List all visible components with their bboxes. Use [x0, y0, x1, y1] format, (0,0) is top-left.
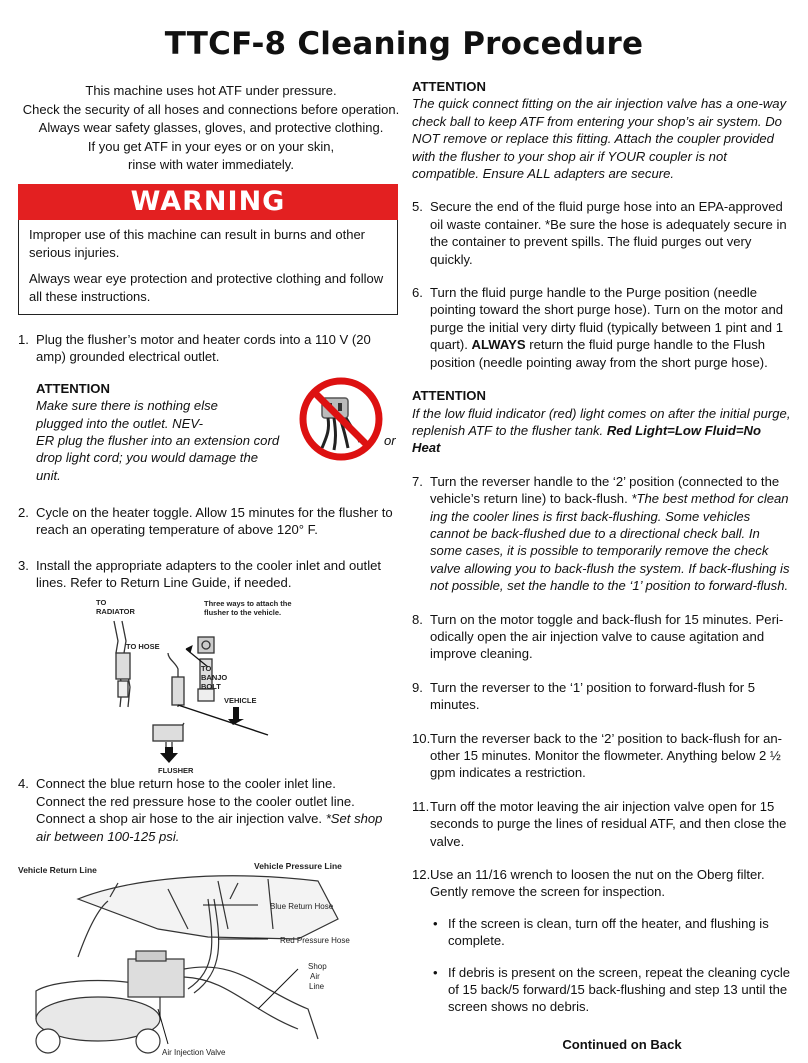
hose-diagram [18, 859, 398, 1059]
step-12 [412, 866, 792, 901]
attention-line: plugged into the outlet. NEV- [36, 415, 203, 431]
step-text: Secure the end of the fluid purge hose into an EPA-approved oil waste container. *Be sure the hose is adequately secure in the container to prevent spills. The fluid purges out very quickly. [430, 199, 787, 267]
step-number: 4. [18, 776, 29, 792]
step-text: Cycle on the heater toggle. Allow 15 minutes for the flusher to reach an operating temperature of above 120° F. [36, 504, 393, 538]
step-number: 2. [18, 504, 29, 520]
label-red-pressure-hose: Red Pressure Hose [280, 936, 350, 946]
label-to-radiator: RADIATOR [96, 607, 135, 617]
warning-box [18, 220, 398, 315]
step-number: 11. [412, 798, 430, 814]
attention-line: unit. [36, 467, 61, 483]
step-8 [412, 611, 792, 663]
no-plug-icon [298, 376, 384, 462]
attention-text: If the low fluid indicator (red) light comes on after the initial purge, replenish ATF to the flusher tank. [412, 405, 791, 438]
attention-heading: ATTENTION [36, 380, 110, 396]
hose-figure [18, 859, 398, 1059]
intro-line: If you get ATF in your eyes or on your skin, [87, 138, 335, 154]
label-air-injection-valve: Air Injection Valve [162, 1048, 226, 1058]
step-text: return the fluid purge handle to the Flush position (needle pointing away from the short purge hose). [430, 337, 768, 370]
attention-emphasis: Red Light=Low Fluid=No Heat [412, 422, 762, 456]
list-item [430, 964, 792, 1016]
label-three-ways: flusher to the vehicle. [204, 608, 282, 618]
step-number: 1. [18, 331, 29, 347]
step-9 [412, 679, 792, 714]
continued-note: Continued on Back [562, 1036, 682, 1052]
step-number: 8. [412, 611, 423, 627]
attention-heading: ATTENTION [412, 79, 486, 94]
attention-coupler [412, 78, 792, 182]
step-emphasis: ALWAYS [471, 337, 526, 353]
list-item [430, 915, 792, 950]
step-1 [18, 331, 398, 366]
step-text: Plug the flusher’s motor and heater cords into a 110 V (20 amp) grounded electrical outlet. [36, 331, 371, 365]
step-text: Turn the fluid purge handle to the Purge position (needle pointing toward the short purge hose). Turn on the motor and purge the initial very dirty fluid (typically between 1 pint and 1 quart). [430, 285, 784, 353]
step-2 [18, 504, 398, 539]
label-vehicle: VEHICLE [224, 696, 257, 706]
step-text: Turn the reverser back to the ‘2’ position to back-flush for an- other 15 minutes. Monitor the flowmeter. Anything below 2 ½ gpm indicates a restriction. [430, 730, 783, 781]
warning-text: Always wear eye protection and protective clothing and follow all these instructions. [29, 270, 384, 304]
safety-intro [12, 82, 410, 175]
label-to-banjo: BOLT [201, 682, 221, 692]
right-column [412, 78, 792, 1053]
label-shop-air-line: Shop [308, 962, 327, 972]
step-number: 5. [412, 199, 423, 215]
label-shop-air-line: Air [310, 972, 320, 982]
intro-line: Always wear safety glasses, gloves, and protective clothing. [38, 120, 384, 136]
label-blue-return-hose: Blue Return Hose [270, 902, 334, 912]
step-5 [412, 198, 792, 268]
bullet-icon: • [433, 964, 438, 980]
intro-line: rinse with water immediately. [128, 157, 294, 173]
step-text: Turn the reverser to the ‘1’ position to forward-flush for 5 minutes. [430, 679, 756, 713]
step-text: Connect the blue return hose to the cooler inlet line. [36, 776, 336, 792]
attention-line-tail: or [384, 432, 396, 448]
bullet-text: If debris is present on the screen, repeat the cleaning cycle of 15 back/5 forward/15 back-flushing and step 13 until the screen shows no debris. [448, 964, 791, 1015]
attention-low-fluid [412, 387, 792, 457]
step-7 [412, 473, 792, 595]
attention-heading: ATTENTION [412, 388, 486, 404]
attention-line: Make sure there is nothing else [36, 398, 218, 414]
step-number: 9. [412, 679, 423, 695]
step-text: Turn the reverser handle to the ‘2’ position (connected to the vehicle’s return line) to back-flush. [430, 473, 780, 507]
label-to-radiator: TO [96, 598, 107, 608]
bullet-text: If the screen is clean, turn off the heater, and flushing is complete. [448, 915, 769, 949]
attention-text: The quick connect fitting on the air injection valve has a one-way check ball to keep ATF from entering your shop’s air system. Do NOT remove or replace this fitting. Attach the coupler provided with the flusher to your shop air if YOUR coupler is not compatible. Ensure ALL adapters are secure. [412, 96, 787, 182]
warning-text: Improper use of this machine can result in burns and other serious injuries. [29, 226, 366, 260]
step-text: Turn on the motor toggle and back-flush for 15 minutes. Peri- odically open the air injection valve to cause agitation and improve cleaning. [430, 611, 784, 662]
label-three-ways: Three ways to attach the [204, 599, 292, 609]
step-number: 10. [412, 730, 431, 746]
attention-line: drop light cord; you would damage the [36, 450, 259, 466]
attention-outlet [18, 380, 398, 488]
step-text: Turn off the motor leaving the air injection valve open for 15 seconds to purge the lines of residual ATF, and then close the valve. [430, 798, 787, 849]
attention-line: ER plug the flusher into an extension cord [36, 433, 280, 448]
step-text: Connect the red pressure hose to the cooler outlet line. [36, 793, 355, 809]
adapter-diagram [18, 597, 398, 776]
label-to-banjo: TO [201, 664, 212, 674]
step-note: *The best method for clean ing the cooler lines is first back-flushing. Some vehicles cannot be back-flushed due to a directional check ball. In some cases, it is possible to temporarily remove the check valve allowing you to back-flush the system. If back-flushing is not possible, set the handle to the ‘1’ position to forward-flush. [430, 491, 790, 594]
step-3 [18, 557, 398, 592]
step-number: 7. [412, 473, 423, 489]
step-6 [412, 284, 792, 371]
step-note: *Set shop air between 100-125 psi. [36, 811, 383, 844]
bullet-icon: • [433, 915, 438, 931]
step-number: 3. [18, 557, 29, 573]
step-4 [18, 775, 398, 845]
label-shop-air-line: Line [309, 982, 325, 992]
step-11 [412, 798, 792, 850]
intro-line: Check the security of all hoses and connections before operation. [22, 101, 400, 117]
label-to-banjo: BANJO [201, 673, 228, 683]
label-flusher: FLUSHER [158, 766, 194, 776]
step-10 [412, 730, 792, 782]
step-number: 6. [412, 285, 423, 301]
page-title: TTCF-8 Cleaning Procedure [164, 26, 644, 62]
label-to-hose: TO HOSE [126, 642, 160, 652]
left-column [18, 82, 398, 1059]
label-vehicle-pressure-line: Vehicle Pressure Line [254, 861, 342, 872]
step-text: Install the appropriate adapters to the cooler inlet and outlet lines. Refer to Return Line Guide, if needed. [36, 557, 382, 590]
intro-line: This machine uses hot ATF under pressure. [85, 83, 337, 98]
step-text: Use an 11/16 wrench to loosen the nut on the Oberg filter. Gently remove the screen for inspection. [430, 867, 765, 900]
adapter-figure [18, 597, 398, 776]
warning-banner: WARNING [18, 184, 398, 220]
step-text: Connect a shop air hose to the air injection valve. [36, 811, 326, 827]
label-vehicle-return-line: Vehicle Return Line [18, 865, 97, 876]
step-number: 12. [412, 867, 431, 883]
